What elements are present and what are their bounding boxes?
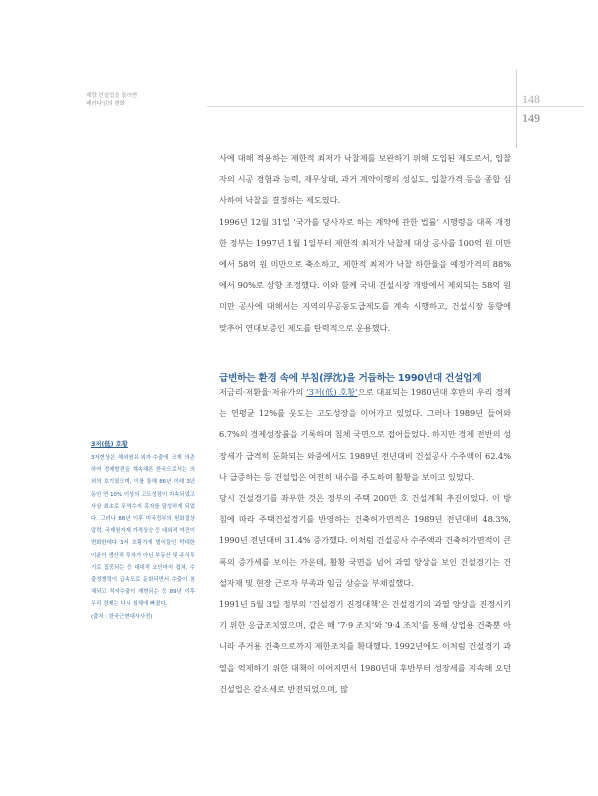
paragraph-3 [219, 382, 511, 488]
page-number-divider [516, 70, 517, 148]
section-title: 급변하는 환경 속에 부침(浮沈)을 거듭하는 1990년대 건설업계 [219, 373, 482, 384]
main-text-top [219, 148, 511, 339]
main-text-bottom [219, 382, 511, 700]
paragraph-1: 사에 대해 적용하는 제한적 최저가 낙찰제를 보완하기 위해 도입된 제도로서, 입찰자의 시공 경험과 능력, 재무상태, 과거 계약이행의 성실도, 입찰가격 등을 종합 심사하여 낙찰을 결정하는 제도였다. [219, 153, 511, 206]
paragraph-3-rest: 으로 대표되는 1980년대 후반의 우리 경제는 연평균 12%를 웃도는 고도성장을 이어가고 있었다. 그러나 1989년 들어와 6.7%의 경제성장률을 기록하며 침체 국면으로 접어들었다. 하지만 경제 전반의 성장세가 급격히 둔화되는 와중에서도 1989년 전년대비 건설공사 수주액이 62.4%나 급증하는 등 건설업은 여전히 내수를 주도하며 활황을 보이고 있었다. [219, 387, 512, 482]
paragraph-3-start: 저금리·저환율·저유가의 [219, 387, 307, 397]
paragraph-2: 1996년 12월 31일 ‘국가를 당사자로 하는 계약에 관한 법률’ 시행령을 대폭 개정한 정부는 1997년 1월 1일부터 제한적 최저가 낙찰제 대상 공사를 100억 원 미만에서 58억 원 미만으로 축소하고, 제한적 최저가 낙찰 하한율을 예정가격의 88%에서 90%로 상향 조정했다. 이와 함께 국내 건설시장 개방에서 제외되는 58억 원 미만 공사에 대해서는 지역의무공동도급제도를 계속 시행하고, 건설시장 동향에 맞추어 연대보증인 제도를 탄력적으로 운용했다. [219, 216, 511, 333]
sidebar-title: 3저(低) 호황 [91, 441, 128, 448]
sidebar-source: (출처 : 한국근현대사사전) [91, 613, 153, 620]
current-page-number: 149 [522, 111, 540, 125]
running-title-line2: 패러다임의 변화 [86, 101, 125, 107]
running-header [86, 92, 176, 108]
previous-page-number: 148 [522, 92, 540, 106]
paragraph-5: 1991년 5월 3일 정부의 ‘건설경기 진정대책’은 건설경기의 과열 양상을 진정시키기 위한 응급조치였으며, 같은 해 ‘7·9 조치’와 ‘9·4 조치’를 통해 상업용 건축뿐 아니라 주거용 건축으로까지 제한조치를 확대했다. 1992년에도 이처럼 건설경기 과열을 억제하기 위한 대책이 이어지면서 1980년대 후반부터 성장세를 지속해 오던 건설업은 감소세로 반전되었으며, 많 [219, 599, 511, 694]
sidebar-note [91, 452, 195, 623]
highlight-term: ‘3저(低) 호황’ [306, 387, 358, 397]
sidebar-text: 3저현상은 해외원유·외자·수출에 크게 의존하여 경제발전을 계속해온 한국으로서는 의외의 호기였으며, 이를 통해 86년 이래 3년 동안 연 10% 이상의 고도성장이 지속되었고 사상 최초로 무역수지 흑자를 달성하게 되었다. 그러나 88년 이후 미국정부의 원화절상 압력, 국제원자재 가격상승 등 대외적 여건이 변화한데다 3저 호황기에 벌어들인 막대한 이윤이 생산적 투자가 아닌 부동산 및 주식투기로 집중되는 등 대내적 요인마저 겹쳐, 수출경쟁력이 급속도로 둔화되면서 수출이 침체되고 적자수출이 재현되는 등 89년 이후 우리 경제는 다시 침체에 빠졌다. [91, 455, 196, 608]
running-title-line1: 제량 건설업을 돌러싼 [86, 93, 138, 99]
paragraph-4: 당시 건설경기를 좌우한 것은 정부의 주택 200만 호 건설계획 추진이었다. 이 방침에 따라 주택건설경기를 반영하는 건축허가면적은 1989년 전년대비 48.3%, 1990년 전년대비 31.4% 증가했다. 이처럼 건설공사 수주액과 건축허가면적이 큰 폭의 증가세를 보이는 가운데, 활황 국면을 넘어 과열 양상을 보인 건설경기는 건설자재 및 현장 근로자 부족과 임금 상승을 부채질했다. [219, 493, 511, 588]
